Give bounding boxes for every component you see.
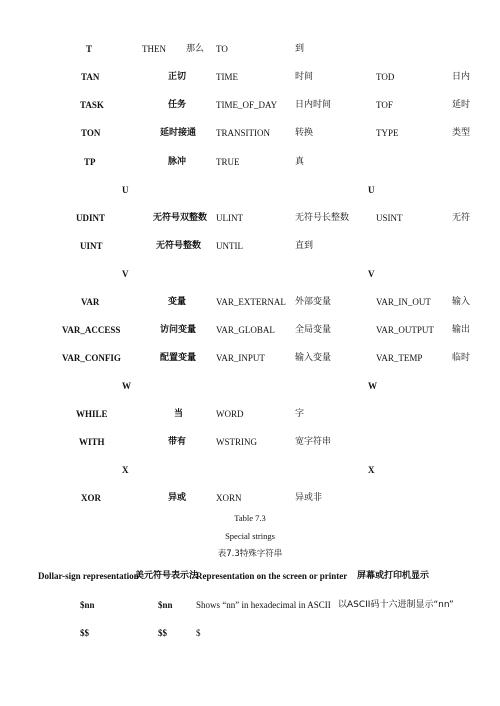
kw-cell: TON (81, 128, 101, 138)
kw-cell: USINT (376, 213, 403, 223)
kw-cell-cn: 延时 (452, 100, 471, 110)
kw-cell: TIME_OF_DAY (216, 100, 278, 110)
kw-cell-cn: 配置变量 (160, 353, 197, 363)
kw-cell: UNTIL (216, 241, 243, 251)
section-letter: V (122, 269, 129, 279)
special-cell: $ (196, 628, 201, 638)
kw-cell-cn: 输入 (452, 297, 471, 307)
kw-cell-cn: 访问变量 (160, 325, 197, 335)
kw-cell-cn: 临时 (452, 353, 471, 363)
section-letter: W (122, 381, 131, 391)
kw-cell-cn: 无符号双整数 (153, 213, 208, 223)
section-letter: W (368, 381, 377, 391)
kw-cell-cn: 脉冲 (168, 157, 187, 167)
section-letter: U (368, 185, 375, 195)
section-letter: V (368, 269, 375, 279)
kw-cell: TOD (376, 72, 395, 82)
kw-cell-cn: 日内 (452, 72, 471, 82)
kw-cell-cn: 外部变量 (295, 297, 332, 307)
kw-cell: VAR_GLOBAL (216, 325, 275, 335)
kw-cell: WHILE (76, 409, 108, 419)
kw-cell: UDINT (76, 213, 106, 223)
kw-cell: TAN (81, 72, 100, 82)
kw-cell: VAR_ACCESS (62, 325, 121, 335)
header-dollar-sign: Dollar-sign representation (38, 571, 139, 581)
kw-cell: T (86, 44, 93, 54)
table-title-cn: 表7.3特殊字符串 (217, 549, 283, 559)
kw-cell: WORD (216, 409, 244, 419)
kw-cell: VAR_INPUT (216, 353, 265, 363)
special-cell: $nn (80, 600, 95, 610)
section-letter: X (122, 465, 129, 475)
kw-cell-cn: 字 (295, 409, 305, 419)
special-cell: Shows “nn” in hexadecimal in ASCII (196, 600, 331, 610)
kw-cell: ULINT (216, 213, 243, 223)
section-letter: X (368, 465, 375, 475)
kw-cell: VAR_CONFIG (62, 353, 121, 363)
kw-cell: VAR_OUTPUT (376, 325, 434, 335)
kw-cell-cn: 无符 (452, 213, 471, 223)
kw-cell: XORN (216, 493, 242, 503)
kw-cell: TRANSITION (216, 128, 270, 138)
header-dollar-sign-cn: 美元符号表示法 (135, 571, 199, 581)
table-title-en: Special strings (225, 531, 275, 541)
kw-cell-cn: 真 (295, 157, 305, 167)
kw-cell-cn: 宽字符串 (295, 437, 332, 447)
kw-cell-cn: 正切 (168, 72, 187, 82)
kw-cell: UINT (80, 241, 103, 251)
kw-cell: WITH (79, 437, 105, 447)
kw-cell-cn: 到 (295, 44, 305, 54)
special-cell-cn: 以ASCII码十六进制显示“nn” (338, 600, 454, 610)
kw-cell-cn: 日内时间 (295, 100, 332, 110)
table-number: Table 7.3 (234, 513, 266, 523)
kw-cell: THEN (142, 44, 166, 54)
kw-cell-cn: 类型 (452, 128, 471, 138)
kw-cell-cn: 直到 (295, 241, 314, 251)
kw-cell: TIME (216, 72, 238, 82)
kw-cell: VAR_EXTERNAL (216, 297, 286, 307)
header-representation: Representation on the screen or printer (196, 571, 348, 581)
kw-cell: VAR_IN_OUT (376, 297, 431, 307)
kw-cell-cn: 异或 (168, 493, 187, 503)
kw-cell: WSTRING (216, 437, 257, 447)
kw-cell-cn: 变量 (168, 297, 187, 307)
kw-cell-cn: 无符号长整数 (295, 213, 350, 223)
kw-cell-cn: 带有 (168, 437, 187, 447)
kw-cell-cn: 当 (174, 409, 184, 419)
kw-cell-cn: 转换 (295, 128, 314, 138)
kw-cell: TYPE (376, 128, 399, 138)
kw-cell-cn: 时间 (295, 72, 314, 82)
kw-cell: XOR (81, 493, 101, 503)
kw-cell: TP (84, 157, 96, 167)
header-representation-cn: 屏幕或打印机显示 (357, 571, 430, 581)
kw-cell-cn: 全局变量 (295, 325, 332, 335)
kw-cell-cn: 无符号整数 (156, 241, 202, 251)
kw-cell: VAR_TEMP (376, 353, 423, 363)
kw-cell: VAR (81, 297, 100, 307)
kw-cell-cn: 那么 (186, 44, 205, 54)
special-cell: $$ (158, 628, 167, 638)
special-cell: $$ (80, 628, 89, 638)
kw-cell: TOF (376, 100, 393, 110)
kw-cell: TRUE (216, 157, 240, 167)
kw-cell-cn: 异或非 (295, 493, 323, 503)
kw-cell-cn: 延时接通 (160, 128, 197, 138)
kw-cell-cn: 任务 (168, 100, 187, 110)
kw-cell: TO (216, 44, 228, 54)
section-letter: U (122, 185, 129, 195)
kw-cell-cn: 输入变量 (295, 353, 332, 363)
kw-cell-cn: 输出 (452, 325, 471, 335)
special-cell: $nn (158, 600, 173, 610)
kw-cell: TASK (80, 100, 104, 110)
